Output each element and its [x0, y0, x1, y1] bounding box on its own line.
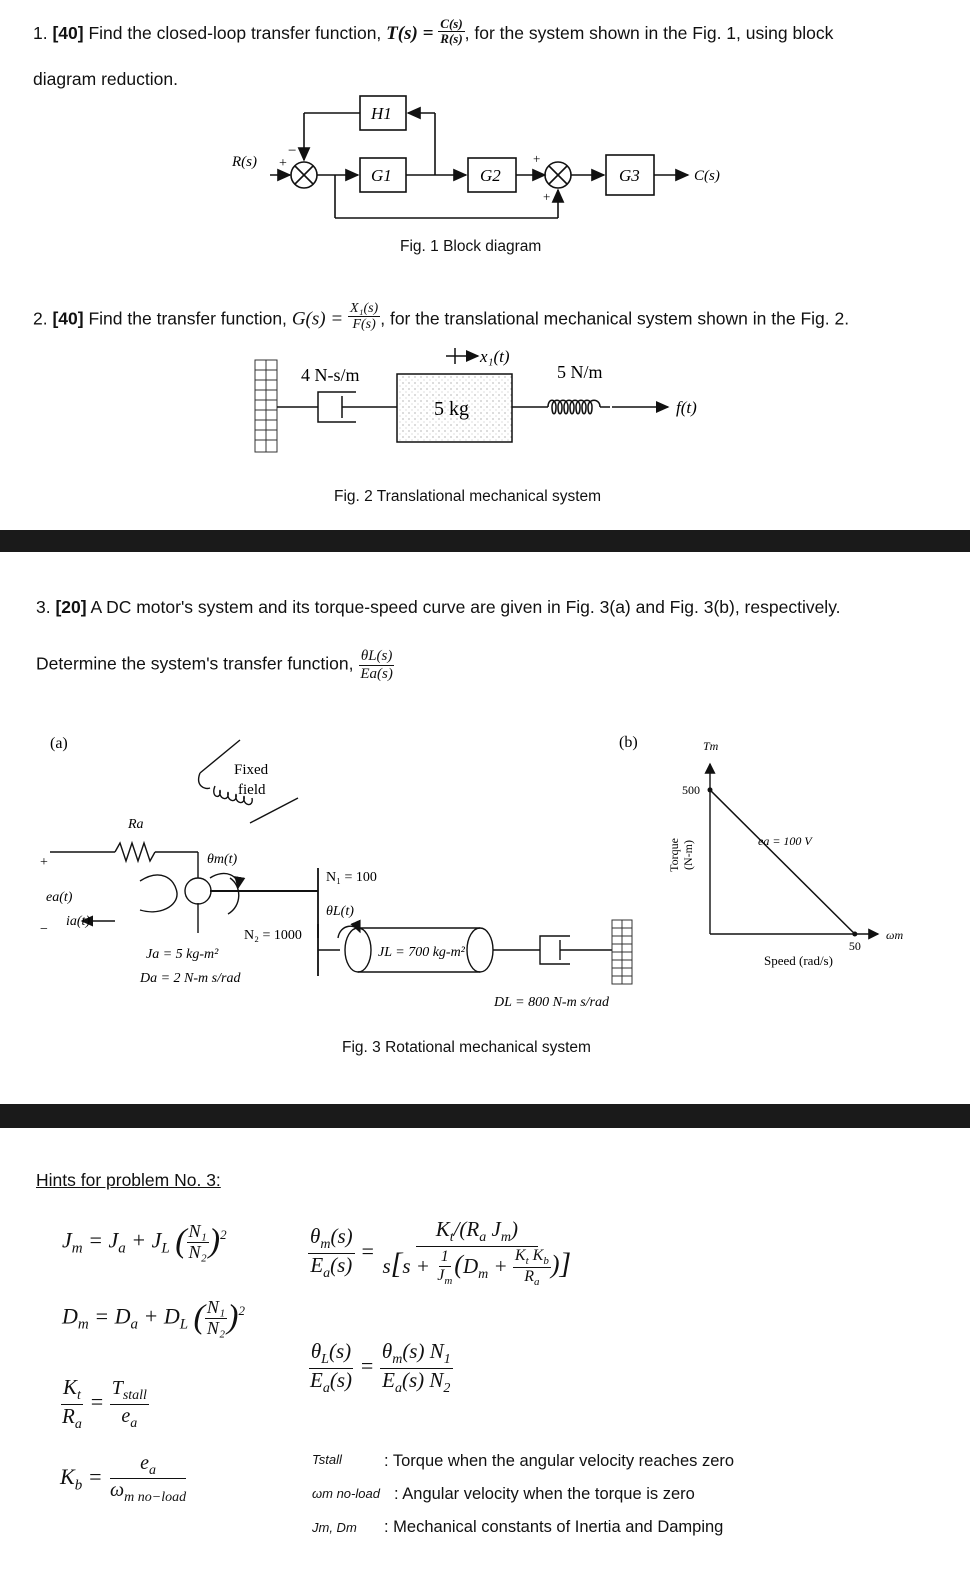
fixed-field-line2: field	[238, 782, 266, 798]
problem3-text-b: Determine the system's transfer function,	[36, 653, 354, 674]
fixed-field-line1: Fixed	[234, 762, 269, 778]
hints-title: Hints for problem No. 3:	[36, 1170, 221, 1190]
problem1-statement	[33, 15, 953, 46]
damper-label: 4 N-s/m	[301, 365, 360, 385]
hint-jm-equation: $J_m = J_a + J_L$ ( $\frac{\text{N₁}}{\text{N₂}}$ )$^2$	[62, 1221, 227, 1262]
hint-kt-equation: $\frac{K_t}{R_a}$ = $\frac{T_{stall}}{e_a}$	[62, 1375, 147, 1432]
hint-theta-m-equation: $\frac{\theta_m(s)}{E_a(s)}$ = $K_t/(R_a$ $J_m$) s[s + $\frac{1}{J_m}$ ($D_m$ + $\frac{K_t K_b}{R_a}$ )]	[310, 1217, 572, 1289]
stall-point	[708, 787, 713, 792]
ia-label: ia(t)	[66, 914, 91, 929]
fig3b-label: (b)	[619, 734, 638, 751]
sign-minus-1: −	[288, 143, 297, 159]
problem2-number: 2.	[33, 308, 48, 329]
motor-armature	[185, 878, 211, 904]
problem3-statement	[36, 596, 956, 618]
problem1-text-b: , for the system shown in the Fig. 1, using block	[464, 23, 834, 43]
output-label: C(s)	[694, 168, 720, 184]
problem1-number: 1.	[33, 23, 48, 43]
motor-housing	[140, 875, 177, 912]
torque-speed-chart	[610, 728, 930, 978]
problem2-points: [40]	[52, 308, 84, 329]
x-axis-label: Speed (rad/s)	[764, 953, 833, 968]
problem1-frac-num: C(s)	[440, 15, 463, 31]
block-h1: H1	[371, 104, 392, 123]
ja-label: Ja = 5 kg-m²	[146, 947, 219, 962]
motor-housing-right	[228, 878, 239, 914]
problem3-points: [20]	[55, 597, 87, 617]
divider-bar-2	[0, 1104, 970, 1128]
y-axis-symbol: Tm	[703, 739, 719, 753]
def-text-wm: : Angular velocity when the torque is zero	[394, 1485, 695, 1503]
def-sym-jm-dm: Jm, Dm	[312, 1520, 357, 1535]
y-axis-label-1: Torque	[667, 838, 681, 872]
problem2-frac-num: X₁(s)	[350, 301, 379, 316]
problem3-question	[36, 648, 395, 682]
fig2-caption: Fig. 2 Translational mechanical system	[334, 488, 602, 505]
problem1-func: T(s) =	[386, 23, 434, 44]
displacement-arrow	[446, 348, 478, 364]
x-axis-symbol: ωm	[886, 928, 904, 942]
problem3-frac-num: θL(s)	[360, 648, 393, 664]
problem3-text-a: A DC motor's system and its torque-speed curve are given in Fig. 3(a) and Fig. 3(b), respectively.	[90, 597, 841, 617]
spring-label: 5 N/m	[557, 362, 603, 382]
problem2-text-a: Find the transfer function,	[88, 308, 287, 329]
divider-bar-1	[0, 530, 970, 552]
def-text-jm-dm: : Mechanical constants of Inertia and Damping	[384, 1518, 724, 1536]
y-tick-500: 500	[682, 782, 700, 797]
theta-l-label: θL(t)	[326, 904, 354, 919]
hint-dm-equation: $D_m = D_a + D_L$ ( $\frac{\text{N₁}}{\text{N₂}}$ )$^2$	[62, 1297, 245, 1338]
block-diagram	[0, 80, 970, 240]
problem3-frac-den: Ea(s)	[360, 665, 393, 682]
problem1-points: [40]	[52, 23, 84, 43]
problem3-number: 3.	[36, 597, 51, 617]
hint-kb-equation: $K_b$ = $\frac{e_a}{\omega_{m no-load}}$	[60, 1452, 187, 1506]
torque-speed-line	[710, 790, 855, 934]
ea-label: ea(t)	[46, 890, 73, 905]
block-g3: G3	[619, 166, 640, 185]
problem2-statement	[33, 301, 963, 333]
armature-resistor	[115, 843, 155, 861]
fixed-wall	[255, 360, 277, 452]
no-load-point	[852, 932, 857, 937]
input-label: R(s)	[232, 154, 257, 170]
da-label: Da = 2 N-m s/rad	[140, 971, 241, 986]
force-label: f(t)	[676, 398, 697, 417]
problem2-frac-den: F(s)	[352, 317, 376, 333]
damper	[277, 392, 397, 422]
block-g1: G1	[371, 166, 392, 185]
x-tick-50: 50	[848, 939, 861, 953]
problem1-text-a: Find the closed-loop transfer function,	[88, 23, 382, 43]
ra-label: Ra	[128, 817, 144, 832]
y-axis-label-2: (N-m)	[681, 840, 695, 870]
problem2-text-b: , for the translational mechanical system shown in the Fig. 2.	[380, 308, 850, 329]
theta-m-label: θm(t)	[207, 852, 238, 867]
problem2-func: G(s) =	[291, 308, 344, 330]
dc-motor-diagram	[0, 728, 640, 1028]
translational-diagram	[0, 340, 970, 460]
sign-plus-3: +	[543, 189, 551, 204]
sign-plus-2: +	[533, 151, 541, 166]
minus-terminal: −	[40, 922, 48, 937]
plus-terminal: +	[40, 855, 48, 870]
problem1-text-c: diagram reduction.	[33, 69, 178, 89]
block-g2: G2	[480, 166, 501, 185]
def-sym-wm: ωm no-load	[312, 1486, 380, 1501]
def-sym-tstall: Tstall	[312, 1452, 342, 1467]
dl-label: DL = 800 N-m s/rad	[494, 995, 609, 1010]
displacement-label: x₁(t)	[480, 347, 510, 366]
curve-label: ea = 100 V	[758, 834, 812, 848]
def-text-tstall: : Torque when the angular velocity reaches zero	[384, 1452, 735, 1470]
problem1-frac-den: R(s)	[440, 30, 463, 46]
fig3a-label: (a)	[50, 735, 68, 752]
fig1-caption: Fig. 1 Block diagram	[400, 238, 542, 255]
hint-theta-l-equation: $\frac{\theta_L(s)}{E_a(s)}$ = $\frac{\theta_m(s) N_1}{E_a(s) N_2}$	[310, 1339, 451, 1396]
spring	[512, 400, 610, 414]
jl-label: JL = 700 kg-m²	[378, 945, 465, 960]
n2-label: N₂ = 1000	[244, 928, 302, 943]
fig3-caption: Fig. 3 Rotational mechanical system	[342, 1039, 591, 1056]
sign-plus-1: +	[279, 156, 287, 171]
mass-label: 5 kg	[434, 398, 469, 420]
n1-label: N₁ = 100	[326, 870, 377, 885]
